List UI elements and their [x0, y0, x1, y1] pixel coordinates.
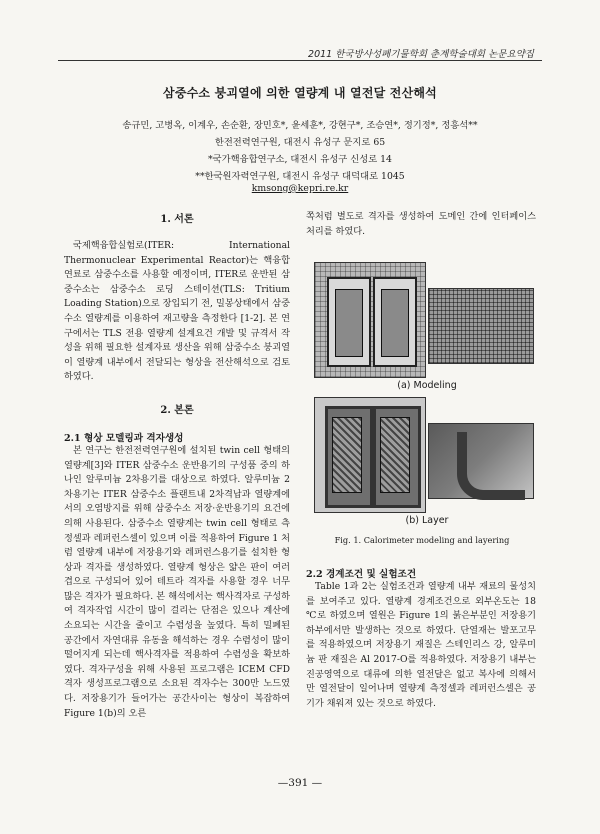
- subsection-2-1-heading: 2.1 형상 모델링과 격자생성: [64, 432, 184, 444]
- layer-detail-image: [428, 423, 534, 499]
- measurement-cell: [327, 277, 371, 367]
- reference-cell: [373, 277, 417, 367]
- modeling-panel: [314, 262, 540, 376]
- calorimeter-layer-image: [314, 397, 426, 513]
- introduction-paragraph: 국제핵융합실험로(ITER: International Thermonuclear Experimental Reactor)는 핵융합연료로 삼중수소를 사용할 예정이며, ITER로 운반된 삼중수소는 삼중수소 로딩 스테이션(TLS: Tritium Loading Station)으로 장입되기 전, 밀봉상태에서 삼중수소 열량계를 이용하여 재고량을 측정한다 [1-2]. 본 연구에서는 TLS 전용 열량계 설계요건 개발 및 규격서 작성을 위해 필요한 설계자료 생산을 위해 삼중수소 붕괴열이 열량계 내부에서 전달되는 형상을 전산해석으로 검토하였다.: [64, 240, 290, 383]
- layer-panel: [314, 397, 540, 511]
- figure-1: [314, 262, 540, 532]
- section-1-heading: 1. 서론: [160, 214, 194, 225]
- figure-caption-a: (a) Modeling: [397, 380, 457, 391]
- page-number: —391 —: [277, 777, 323, 789]
- figure-caption-b: (b) Layer: [405, 515, 449, 526]
- subsection-2-1-paragraph: 본 연구는 한전전력연구원에 설치된 twin cell 형태의 열량계[3]와 ITER 삼중수소 운반용기의 구성품 중의 하나인 알루미늄 2차용기를 대상으로 하였다. 알루미늄 2차용기는 ITER 삼중수소 플랜트내 2차격납과 열량계에서의 오염방지를 위해 삼중수소 저장·운반용기의 요건에 의해 사용된다. 삼중수소 열량계는 twin cell 형태로 측정셀과 레퍼런스셀이 있으며 이를 적용하여 Figure 1 처럼 열량계 내부에 저장용기와 레퍼런스용기를 설치한 형상과 격자를 생성하였다. 열량계 형상은 얇은 판이 여러 겹으로 구성되어 있어 테트라 격자를 사용할 경우 너무 많은 격자가 필요하다. 본 해석에서는 핵사격자로 구성하여 격자작업 시간이 많이 걸리는 단점은 있으나 계산에 소요되는 시간을 줄이고 수렴성을 높였다. 특히 밀폐된 공간에서 자연대류 유동을 해석하는 경우 수렴성이 많이 떨어지게 되는데 핵사격자를 적용하여 수렴성을 확보하였다. 격자구성을 위해 사용된 프로그램은 ICEM CFD 격자 생성프로그램으로 소요된 격자수는 300만 노드였다. 저장용기가 들어가는 공간사이는 형상이 복잡하여 Figure 1(b)의 오른: [64, 444, 290, 719]
- affiliation-2: *국가핵융합연구소, 대전시 유성구 신성로 14: [208, 154, 392, 165]
- mesh-detail-image: [428, 288, 534, 364]
- figure-1-caption: Fig. 1. Calorimeter modeling and layering: [334, 535, 510, 545]
- calorimeter-mesh-image: [314, 262, 426, 378]
- right-column-lower: [306, 566, 536, 711]
- conference-header: 2011 한국방사성폐기물학회 춘계학술대회 논문요약집: [308, 49, 534, 60]
- subsection-2-2-paragraph: Table 1과 2는 실험조건과 열량계 내부 재료의 물성치를 보여주고 있다. 열량계 경계조건으로 외부온도는 18 ℃로 하였으며 열원은 Figure 1의 붉은부분인 저장용기 하부에서만 발생하는 것으로 하였다. 단열재는 발포고무를 적용하였으며 저장용기 재질은 스테인리스 강, 알루미늄 판 재질은 Al 2017-O를 적용하였다. 저장용기 내부는 진공영역으로 대류에 의한 열전달은 없고 복사에 의해서만 열전달이 일어나며 열량계 측정셀과 레퍼런스셀은 공기가 채워져 있는 것으로 하였다.: [306, 581, 536, 709]
- affiliation-3: **한국원자력연구원, 대전시 유성구 대덕대로 1045: [195, 171, 405, 182]
- author-email[interactable]: kmsong@kepri.re.kr: [251, 183, 349, 194]
- left-column: [64, 210, 290, 721]
- subsection-2-2-heading: 2.2 경계조건 및 실험조건: [306, 569, 417, 580]
- right-column: [306, 210, 536, 239]
- paper-title: 삼중수소 붕괴열에 의한 열량계 내 열전달 전산해석: [163, 86, 437, 100]
- section-2-heading: 2. 본론: [160, 404, 194, 416]
- continued-paragraph: 쪽처럼 별도로 격자를 생성하여 도메인 간에 인터페이스 처리를 하였다.: [306, 211, 536, 237]
- header-rule: [58, 60, 542, 61]
- author-list: 송규민, 고병옥, 이계우, 손순환, 장민호*, 윤세훈*, 강현구*, 조승연*, 정기정*, 정흥석**: [122, 120, 478, 131]
- affiliation-1: 한전전력연구원, 대전시 유성구 문지로 65: [214, 137, 386, 148]
